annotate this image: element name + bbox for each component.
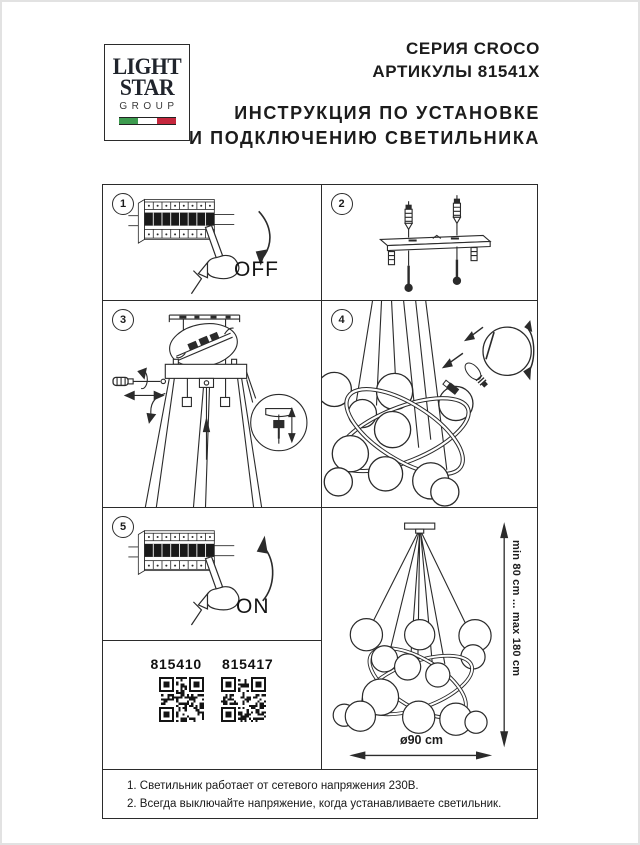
step-1-panel [102, 184, 322, 301]
step-2-number-badge: 2 [331, 193, 353, 215]
header [189, 37, 540, 151]
step-1-number-badge: 1 [112, 193, 134, 215]
articles-title: АРТИКУЛЫ 81541X [372, 62, 540, 81]
chandelier-bulb-install-drawing [322, 301, 538, 508]
step-4-panel [321, 300, 539, 509]
chandelier-dimensions-drawing [322, 508, 538, 770]
diameter-label: ø90 cm [399, 733, 444, 747]
footer-note-1: 1. Светильник работает от сетевого напряжения 230В. [127, 780, 419, 792]
canopy-assembly-drawing [103, 301, 321, 508]
italian-flag-icon [119, 117, 176, 125]
circuit-breaker-on-drawing [103, 508, 321, 641]
bulb-icon [462, 360, 490, 389]
article-number-right: 815417 [222, 656, 274, 672]
instruction-title-line2: И ПОДКЛЮЧЕНИЮ СВЕТИЛЬНИКА [189, 128, 540, 148]
instruction-title [189, 101, 540, 151]
qr-code-left [159, 677, 204, 722]
articles-panel [102, 640, 322, 771]
on-label: ON [236, 595, 270, 618]
step-4-number-badge: 4 [331, 309, 353, 331]
logo-star-text: STAR [119, 75, 175, 100]
circuit-breaker-off-drawing [103, 185, 321, 300]
step-3-panel [102, 300, 322, 509]
dimensions-panel [321, 507, 539, 771]
article-number-left: 815410 [150, 656, 202, 672]
diameter-dimension-arrow [349, 751, 492, 759]
series-title: СЕРИЯ CROCO [406, 39, 540, 58]
height-dimension-arrow [500, 522, 508, 747]
logo-group-text: GROUP [119, 101, 179, 112]
footer-notes [102, 769, 538, 819]
logo-light-text: LIGHT [112, 54, 182, 79]
lightstar-logo [104, 44, 190, 141]
step-3-number-badge: 3 [112, 309, 134, 331]
glass-shade-sphere [483, 327, 531, 375]
insert-arrow-icons [441, 327, 482, 368]
off-label: OFF [234, 258, 279, 281]
instruction-title-line1: ИНСТРУКЦИЯ ПО УСТАНОВКЕ [234, 103, 540, 123]
step-5-number-badge: 5 [112, 516, 134, 538]
article-numbers [103, 656, 321, 672]
footer-note-2: 2. Всегда выключайте напряжение, когда устанавливаете светильник. [127, 797, 502, 810]
arrow-up-icon [257, 536, 273, 601]
step-2-panel [321, 184, 539, 301]
qr-code-right [221, 677, 266, 722]
mounting-bracket-drawing [322, 185, 538, 300]
height-range-label: min 80 cm ... max 180 cm [510, 540, 522, 677]
step-5-panel [102, 507, 322, 642]
